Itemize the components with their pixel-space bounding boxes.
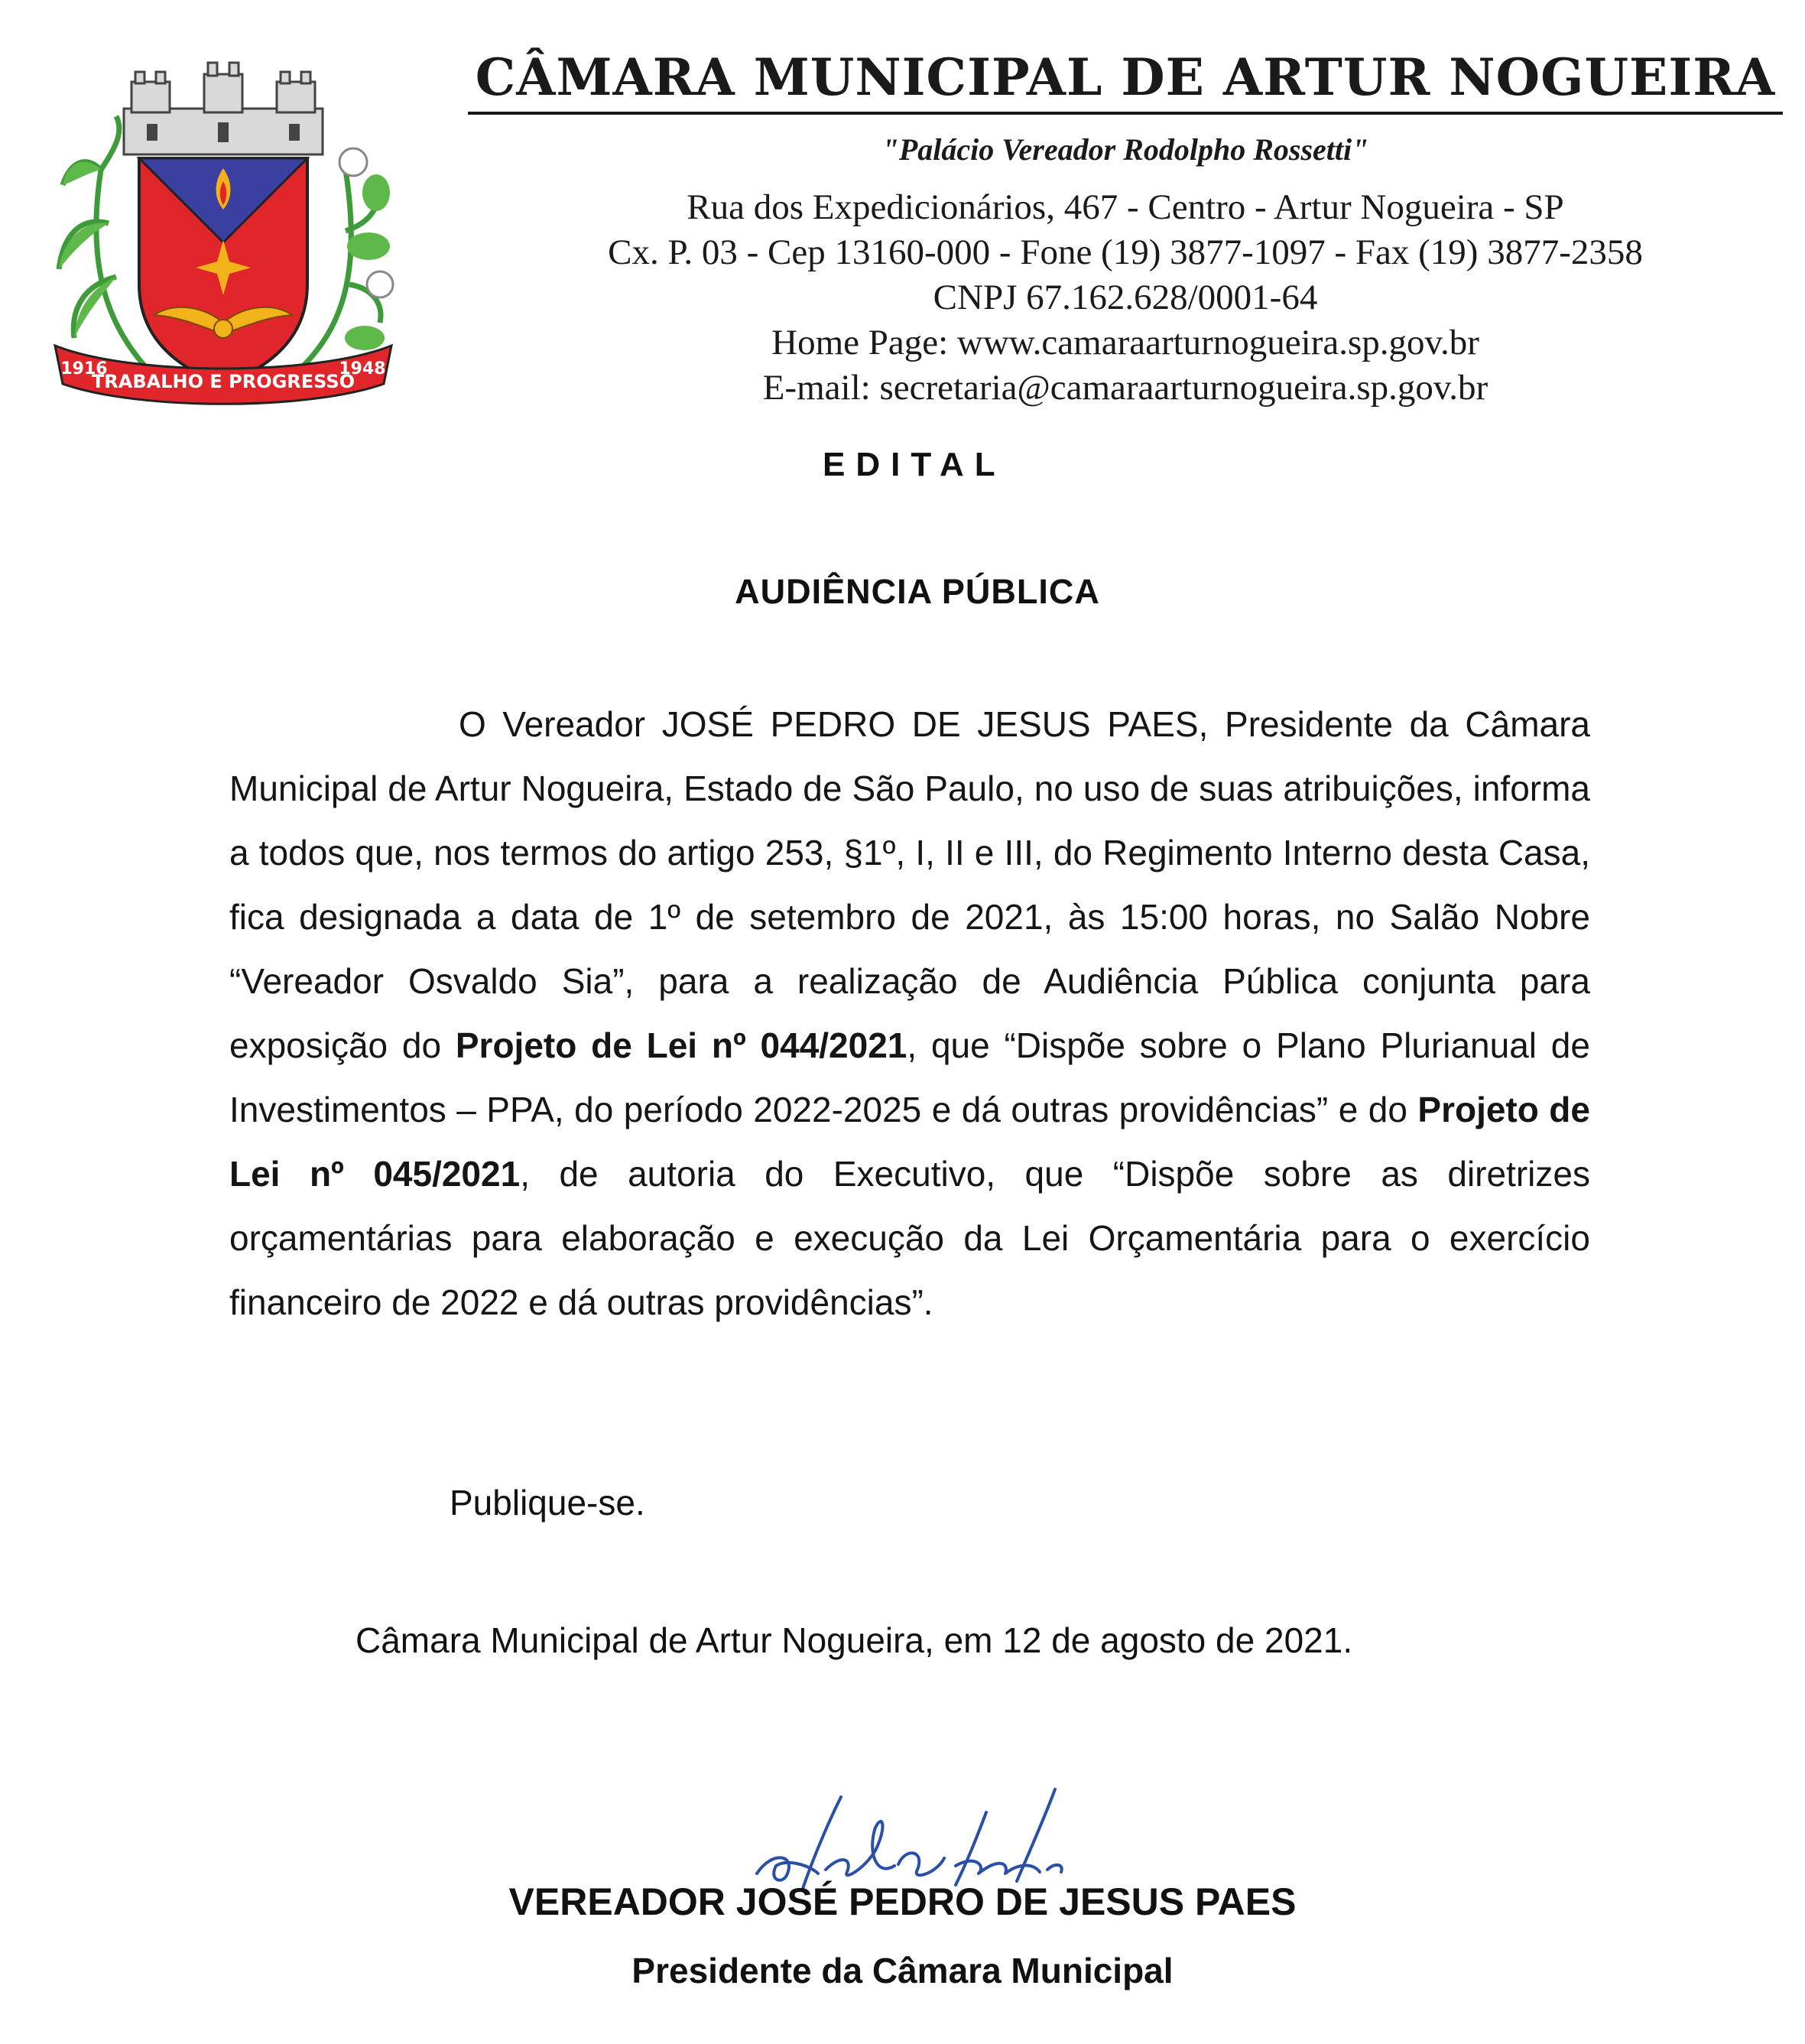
bill-reference-2: Projeto de Lei nº 045/2021 (229, 1090, 1590, 1194)
bill-reference-1: Projeto de Lei nº 044/2021 (455, 1025, 907, 1065)
publish-order: Publique-se. (450, 1483, 645, 1522)
address-line-2: Cx. P. 03 - Cep 13160-000 - Fone (19) 3877-1097 - Fax (19) 3877-2358 (608, 232, 1643, 272)
email-line: E-mail: secretaria@camaraarturnogueira.sp.gov.br (762, 368, 1488, 408)
paragraph-part-1: O Vereador JOSÉ PEDRO DE JESUS PAES, Presidente da Câmara Municipal de Artur Nogueira, Estado de São Paulo, no uso de suas atribuições, informa a todos que, nos termos do artigo 253, §1º, I, II e III, do Regimento Interno desta Casa, fica designada a data de 1º de setembro de 2021, às 15:00 horas, no Salão Nobre “Vereador Osvaldo Sia”, para a realização de Audiência Pública conjunta para exposição do (229, 704, 1590, 1065)
address-line-1: Rua dos Expedicionários, 467 - Centro - Artur Nogueira - SP (687, 187, 1564, 227)
cnpj-line: CNPJ 67.162.628/0001-64 (933, 278, 1318, 317)
document-subtitle: AUDIÊNCIA PÚBLICA (735, 572, 1100, 611)
place-and-date: Câmara Municipal de Artur Nogueira, em 12 de agosto de 2021. (355, 1620, 1353, 1660)
paragraph-part-3: , de autoria do Executivo, que “Dispõe sobre as diretrizes orçamentárias para elaboração e execução da Lei Orçamentária para o exercício financeiro de 2022 e dá outras providências”. (229, 1154, 1590, 1322)
paragraph-part-2: , que “Dispõe sobre o Plano Plurianual de Investimentos – PPA, do período 2022-2025 e dá outras providências” e do (229, 1025, 1590, 1129)
organization-name: CÂMARA MUNICIPAL DE ARTUR NOGUEIRA (468, 47, 1783, 115)
document-title: EDITAL (823, 446, 1006, 483)
crest-year-left: 1916 (60, 359, 108, 379)
palace-name: "Palácio Vereador Rodolpho Rossetti" (881, 132, 1369, 167)
signatory-name (0, 1880, 1805, 1924)
crest-motto: TRABALHO E PROGRESSO (91, 371, 355, 392)
crest-year-right: 1948 (339, 359, 386, 379)
homepage-line: Home Page: www.camaraarturnogueira.sp.gov.br (771, 323, 1479, 362)
signatory-role (0, 1950, 1805, 1991)
edict-paragraph (229, 692, 1590, 1334)
signatory-name-text: VEREADOR JOSÉ PEDRO DE JESUS PAES (508, 1880, 1297, 1923)
signatory-role-text: Presidente da Câmara Municipal (631, 1951, 1174, 1990)
coat-of-arms-icon (40, 40, 407, 422)
